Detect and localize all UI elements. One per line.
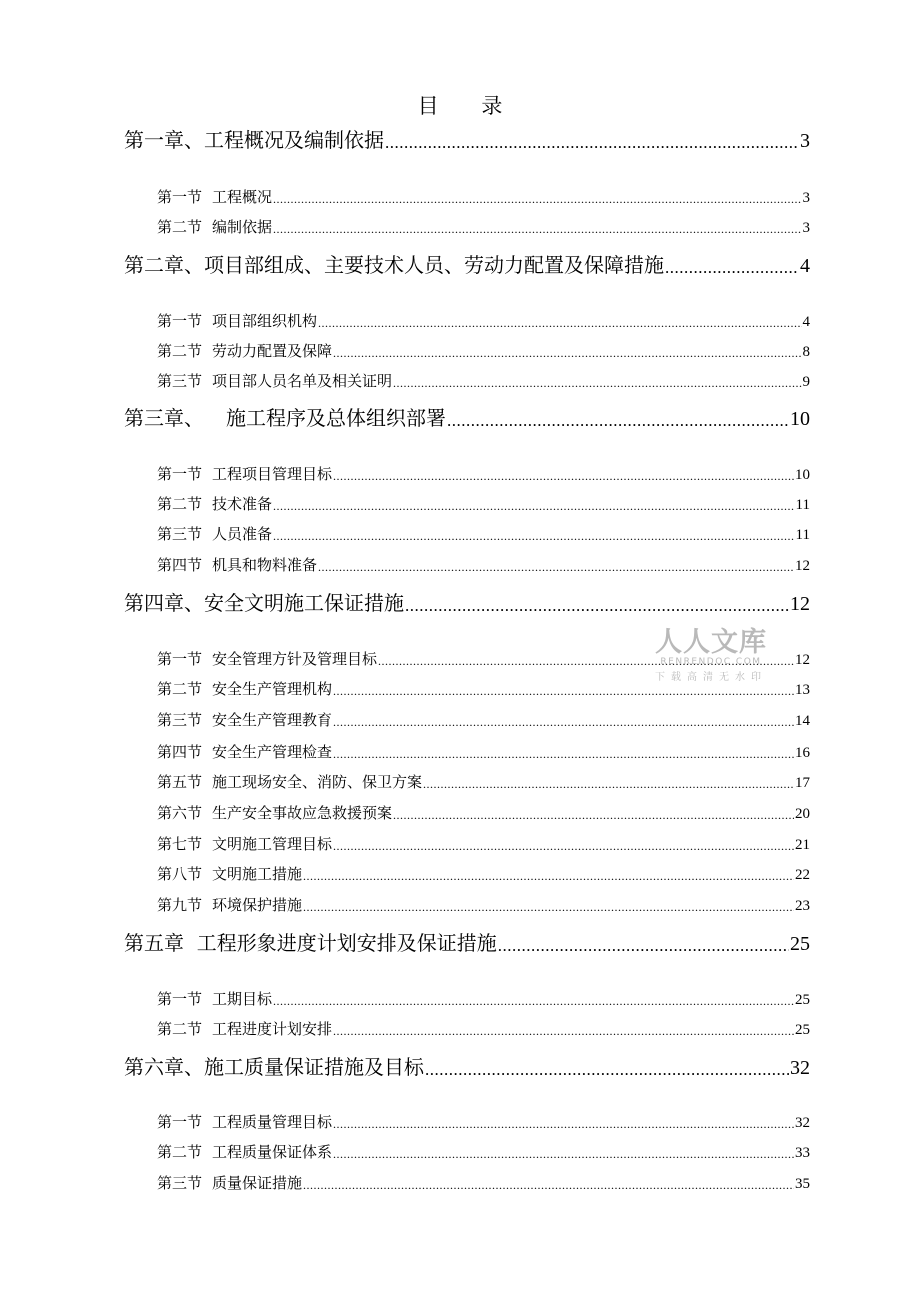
toc-section[interactable] [157, 339, 810, 361]
toc-leader-dots [385, 133, 799, 153]
toc-section-label: 人员准备 [212, 525, 273, 543]
toc-leader-dots [333, 684, 794, 699]
toc-leader-dots [333, 1024, 794, 1039]
toc-chapter-label-continued: 施工程序及总体组织部署 [226, 406, 446, 430]
toc-leader-dots [425, 1060, 789, 1080]
toc-section[interactable] [157, 862, 810, 884]
toc-section-number: 第一节 [157, 1113, 203, 1131]
toc-page-number: 10 [790, 408, 810, 430]
toc-section-number: 第一节 [157, 650, 203, 668]
toc-leader-dots [318, 560, 794, 575]
toc-section-label: 项目部组织机构 [212, 312, 318, 330]
toc-chapter-label: 第四章、安全文明施工保证措施 [124, 591, 404, 615]
toc-section-number: 第一节 [157, 312, 203, 330]
toc-section-number: 第三节 [157, 711, 203, 729]
toc-leader-dots [333, 1147, 794, 1162]
toc-chapter-4[interactable] [124, 588, 810, 616]
toc-title-char-2: 录 [481, 94, 503, 118]
toc-page-number: 25 [795, 992, 810, 1008]
toc-section[interactable] [157, 369, 810, 391]
toc-chapter-3[interactable] [124, 403, 810, 431]
toc-chapter-5[interactable] [124, 928, 810, 956]
toc-section[interactable] [157, 987, 810, 1009]
toc-section-number: 第四节 [157, 556, 203, 574]
toc-leader-dots [273, 222, 801, 237]
toc-section-label: 文明施工措施 [212, 865, 303, 883]
toc-leader-dots [447, 411, 789, 431]
toc-leader-dots [333, 715, 794, 730]
toc-section-number: 第二节 [157, 495, 203, 513]
toc-section-label: 安全生产管理机构 [212, 680, 333, 698]
toc-section-number: 第三节 [157, 1174, 203, 1192]
toc-page-number: 33 [795, 1145, 810, 1161]
toc-section-label: 安全管理方针及管理目标 [212, 650, 378, 668]
toc-page-number: 16 [795, 745, 810, 761]
toc-section-number: 第六节 [157, 804, 203, 822]
toc-leader-dots [273, 529, 795, 544]
toc-page-number: 3 [800, 130, 810, 152]
toc-section-label: 编制依据 [212, 218, 273, 236]
toc-section-label: 工程进度计划安排 [212, 1020, 333, 1038]
toc-page-number: 9 [802, 374, 810, 390]
toc-section-number: 第八节 [157, 865, 203, 883]
toc-section[interactable] [157, 553, 810, 575]
toc-leader-dots [273, 192, 801, 207]
toc-leader-dots [333, 839, 794, 854]
toc-leader-dots [393, 808, 794, 823]
toc-chapter-label: 第二章、项目部组成、主要技术人员、劳动力配置及保障措施 [124, 253, 664, 277]
toc-section-label: 文明施工管理目标 [212, 835, 333, 853]
toc-leader-dots [303, 1178, 794, 1193]
toc-section-label: 质量保证措施 [212, 1174, 303, 1192]
toc-page-number: 32 [795, 1115, 810, 1131]
toc-page-number: 11 [795, 497, 810, 513]
toc-section-number: 第二节 [157, 1020, 203, 1038]
toc-leader-dots [333, 747, 794, 762]
toc-section-label: 工期目标 [212, 990, 273, 1008]
toc-section-label: 工程质量管理目标 [212, 1113, 333, 1131]
toc-section[interactable] [157, 708, 810, 730]
toc-section-number: 第五节 [157, 773, 203, 791]
toc-section-label: 生产安全事故应急救援预案 [212, 804, 393, 822]
toc-section-number: 第一节 [157, 990, 203, 1008]
toc-section-label: 环境保护措施 [212, 896, 303, 914]
toc-section[interactable] [157, 770, 810, 792]
toc-page-number: 12 [795, 558, 810, 574]
toc-leader-dots [273, 499, 795, 514]
toc-section[interactable] [157, 1110, 810, 1132]
toc-page-number: 13 [795, 682, 810, 698]
toc-page-number: 12 [795, 652, 810, 668]
toc-section[interactable] [157, 801, 810, 823]
toc-leader-dots [423, 777, 794, 792]
toc-leader-dots [333, 346, 801, 361]
toc-page-number: 4 [802, 314, 810, 330]
toc-section[interactable] [157, 893, 810, 915]
toc-page-number: 21 [795, 837, 810, 853]
toc-page-number: 4 [800, 255, 810, 277]
toc-section[interactable] [157, 1140, 810, 1162]
toc-section-number: 第二节 [157, 342, 203, 360]
toc-chapter-label: 第一章、工程概况及编制依据 [124, 128, 384, 152]
toc-section-number: 第二节 [157, 680, 203, 698]
toc-section[interactable] [157, 215, 810, 237]
toc-section-label: 工程项目管理目标 [212, 465, 333, 483]
toc-section-label: 机具和物料准备 [212, 556, 318, 574]
toc-section-number: 第四节 [157, 743, 203, 761]
toc-section[interactable] [157, 185, 810, 207]
toc-chapter-label: 第三章、 [124, 406, 204, 430]
toc-page-number: 10 [795, 467, 810, 483]
toc-chapter-label: 第五章 工程形象进度计划安排及保证措施 [124, 931, 497, 955]
toc-section-label: 工程概况 [212, 188, 273, 206]
toc-section[interactable] [157, 309, 810, 331]
toc-page-number: 32 [790, 1057, 810, 1079]
toc-chapter-1[interactable] [124, 125, 810, 153]
toc-page-number: 17 [795, 775, 810, 791]
toc-section[interactable] [157, 462, 810, 484]
toc-section-label: 项目部人员名单及相关证明 [212, 372, 393, 390]
toc-page-number: 12 [790, 593, 810, 615]
toc-section-number: 第三节 [157, 372, 203, 390]
toc-page-number: 35 [795, 1176, 810, 1192]
toc-leader-dots [318, 316, 801, 331]
toc-section-label: 施工现场安全、消防、保卫方案 [212, 773, 423, 791]
toc-section-label: 安全生产管理教育 [212, 711, 333, 729]
toc-page-number: 23 [795, 898, 810, 914]
watermark-logo: 人人文库 [655, 627, 767, 658]
toc-title-char-1: 目 [417, 94, 439, 118]
toc-section-number: 第一节 [157, 465, 203, 483]
toc-leader-dots [393, 376, 801, 391]
toc-chapter-6[interactable] [124, 1052, 810, 1080]
toc-page-number: 25 [795, 1022, 810, 1038]
toc-chapter-2[interactable] [124, 250, 810, 278]
toc-section-label: 技术准备 [212, 495, 273, 513]
toc-leader-dots [405, 596, 789, 616]
toc-page-number: 14 [795, 713, 810, 729]
toc-section[interactable] [157, 1171, 810, 1193]
toc-section-label: 劳动力配置及保障 [212, 342, 333, 360]
watermark-url: RENRENDOC.COM [660, 657, 762, 667]
toc-section[interactable] [157, 492, 810, 514]
toc-section-label: 工程质量保证体系 [212, 1143, 333, 1161]
toc-page-number: 22 [795, 867, 810, 883]
toc-section-number: 第七节 [157, 835, 203, 853]
toc-page-number: 25 [790, 933, 810, 955]
toc-leader-dots [273, 994, 794, 1009]
toc-page-number: 11 [795, 527, 810, 543]
toc-section[interactable] [157, 740, 810, 762]
toc-leader-dots [303, 900, 794, 915]
toc-chapter-label: 第六章、施工质量保证措施及目标 [124, 1055, 424, 1079]
toc-leader-dots [333, 469, 794, 484]
toc-section-number: 第二节 [157, 218, 203, 236]
toc-page-number: 3 [802, 220, 810, 236]
toc-leader-dots [498, 936, 789, 956]
toc-page-number: 8 [802, 344, 810, 360]
toc-section[interactable] [157, 832, 810, 854]
toc-leader-dots [333, 1117, 794, 1132]
toc-page-number: 3 [802, 190, 810, 206]
toc-section-label: 安全生产管理检查 [212, 743, 333, 761]
toc-title [0, 90, 920, 120]
watermark-slogan: 下载高清无水印 [655, 672, 767, 683]
toc-page-number: 20 [795, 806, 810, 822]
toc-leader-dots [303, 869, 794, 884]
toc-section-number: 第九节 [157, 896, 203, 914]
toc-section-number: 第一节 [157, 188, 203, 206]
toc-section-number: 第二节 [157, 1143, 203, 1161]
toc-section[interactable] [157, 522, 810, 544]
toc-leader-dots [665, 258, 799, 278]
toc-section[interactable] [157, 1017, 810, 1039]
toc-section-number: 第三节 [157, 525, 203, 543]
watermark [646, 620, 776, 683]
